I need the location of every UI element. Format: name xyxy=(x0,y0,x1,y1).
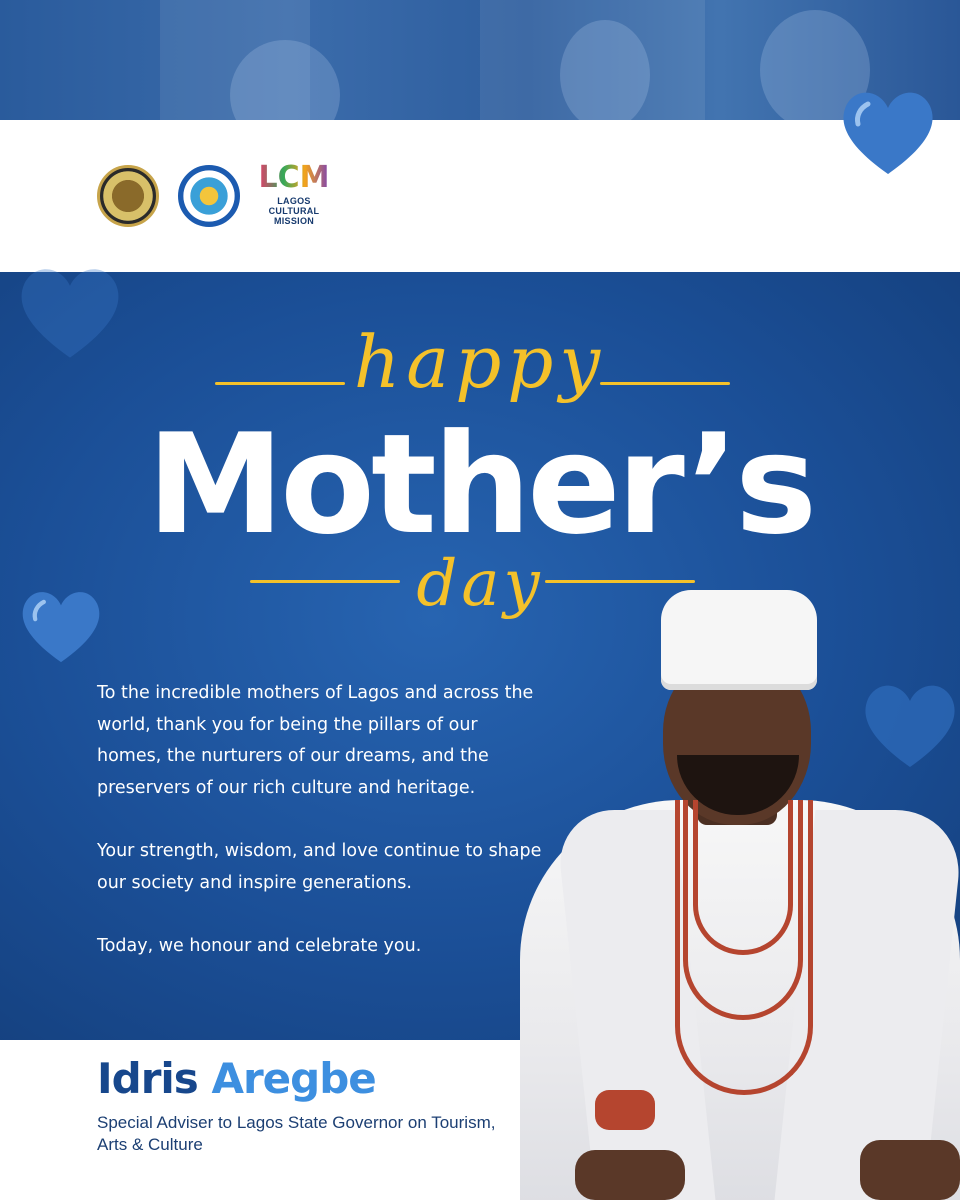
lagos-cultural-mission-logo xyxy=(258,160,330,240)
hand xyxy=(860,1140,960,1200)
bead-necklace xyxy=(675,800,813,1095)
hand xyxy=(575,1150,685,1200)
message-body xyxy=(97,678,547,995)
lcm-line-3: MISSION xyxy=(273,216,315,226)
headline-day: day xyxy=(416,547,544,621)
tourism-ministry-logo xyxy=(178,165,240,227)
headline-mothers: Mother’s xyxy=(146,404,814,565)
heart-icon xyxy=(838,86,938,178)
lagos-state-government-logo xyxy=(97,165,159,227)
lcm-mark: LCM xyxy=(258,160,330,195)
lcm-line-2: CULTURAL xyxy=(268,206,320,216)
top-photo-strip xyxy=(0,0,960,122)
portrait-photo xyxy=(515,585,960,1200)
cap xyxy=(661,590,817,690)
signatory-last-name: Aregbe xyxy=(211,1054,376,1103)
signatory-title: Special Adviser to Lagos State Governor on Tourism, Arts & Culture xyxy=(97,1113,496,1154)
message-paragraph: To the incredible mothers of Lagos and across the world, thank you for being the pillars of our homes, the nurturers of our dreams, and the preservers of our rich culture and heritage. xyxy=(97,683,534,798)
message-paragraph: Today, we honour and celebrate you. xyxy=(97,936,422,956)
signatory-name xyxy=(97,1052,376,1106)
signatory-first-name: Idris xyxy=(97,1054,198,1103)
photo-figure xyxy=(560,20,650,122)
headline-happy: happy xyxy=(353,320,607,404)
lcm-line-1: LAGOS xyxy=(277,196,311,206)
message-paragraph: Your strength, wisdom, and love continue to shape our society and inspire generations. xyxy=(97,841,542,893)
bead-bracelet xyxy=(595,1090,655,1130)
